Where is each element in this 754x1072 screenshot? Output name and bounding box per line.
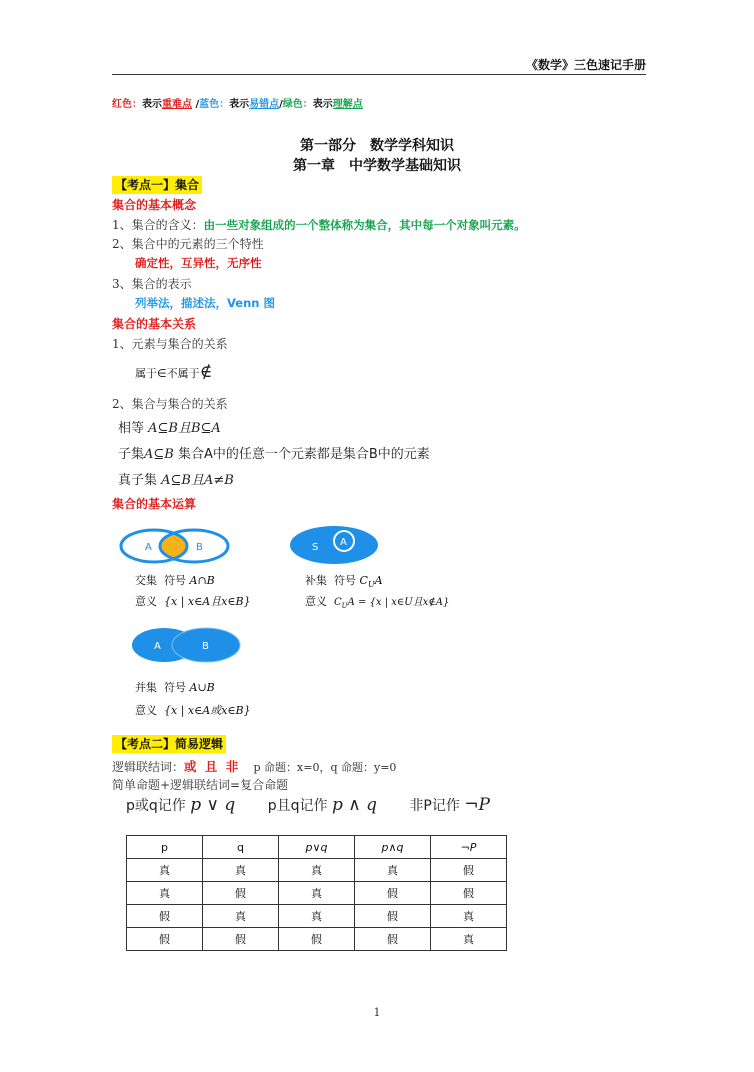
table-cell: 假 xyxy=(355,882,431,905)
not-label: 非P记作 xyxy=(409,798,460,814)
item2-answer: 确定性，互异性，无序性 xyxy=(135,256,262,270)
part-title: 第一部分 数学学科知识 xyxy=(300,138,454,154)
chapter-title: 第一章 中学数学基础知识 xyxy=(293,158,461,174)
table-cell: 真 xyxy=(431,928,507,951)
table-cell: 假 xyxy=(279,928,355,951)
symbol-word: 符号 xyxy=(164,681,186,694)
rel1-detail xyxy=(135,362,212,382)
intersection-venn xyxy=(118,526,234,568)
label-a: A xyxy=(145,542,152,553)
table-cell: 真 xyxy=(355,859,431,882)
label-a: A xyxy=(154,641,161,652)
subset-math: A⊆B xyxy=(144,447,174,462)
legend-blue-label: 蓝色： xyxy=(199,99,230,110)
union-symbol: A∪B xyxy=(189,681,215,694)
point2-tag: 【考点二】简易逻辑 xyxy=(112,735,226,753)
complement-venn xyxy=(288,524,384,566)
legend-blue-key: 易错点 xyxy=(249,99,280,110)
intersection-name: 交集 xyxy=(135,574,157,587)
table-cell: 真 xyxy=(279,859,355,882)
connective-prefix: 逻辑联结词： xyxy=(112,760,185,774)
table-cell: 真 xyxy=(127,882,203,905)
truth-table xyxy=(126,835,507,951)
complement-meaning-line xyxy=(305,593,449,610)
meaning-word: 意义 xyxy=(135,704,157,717)
symbol-word: 符号 xyxy=(334,574,356,587)
table-row xyxy=(127,882,507,905)
equal-line xyxy=(118,417,221,436)
proper-label: 真子集 xyxy=(118,473,158,488)
intersection-symbol-line xyxy=(135,572,215,588)
union-symbol-line xyxy=(135,679,215,695)
rel2: 2、集合与集合的关系 xyxy=(112,397,228,411)
header-cell: p xyxy=(127,836,203,859)
and-label: p且q记作 xyxy=(267,798,328,814)
item1-answer: 由一些对象组成的一个整体称为集合，其中每一个对象叫元素。 xyxy=(203,218,526,232)
header-rule xyxy=(112,74,646,75)
truth-table-header xyxy=(127,836,507,859)
table-cell: 假 xyxy=(431,882,507,905)
complement-symbol: C xyxy=(359,574,368,587)
complement-symbol-tail: A xyxy=(374,574,383,587)
legend-sep: / xyxy=(192,99,200,110)
table-cell: 真 xyxy=(127,859,203,882)
legend-red-key: 重难点 xyxy=(162,99,192,110)
table-row xyxy=(127,905,507,928)
or-label: p或q记作 xyxy=(126,798,186,814)
symbol-word: 符号 xyxy=(164,574,186,587)
relation-heading: 集合的基本关系 xyxy=(112,317,197,331)
rel1: 1、元素与集合的关系 xyxy=(112,337,228,351)
union-venn xyxy=(130,626,242,666)
item1-prefix: 1、集合的含义： xyxy=(112,218,204,232)
legend-green-label: 绿色： xyxy=(282,99,313,110)
item3: 3、集合的表示 xyxy=(112,277,192,291)
table-cell: 假 xyxy=(203,882,279,905)
or-math: p ∨ q xyxy=(190,795,236,815)
compound-line: 简单命题+逻辑联结词=复合命题 xyxy=(112,778,289,792)
connective-line xyxy=(112,756,396,775)
equal-label: 相等 xyxy=(118,421,145,436)
label-b: B xyxy=(196,542,203,553)
union-meaning: {x | x∈A或x∈B} xyxy=(164,704,251,717)
table-cell: 真 xyxy=(279,905,355,928)
notation-line xyxy=(126,795,490,815)
and-math: p ∧ q xyxy=(331,795,377,815)
table-cell: 真 xyxy=(203,905,279,928)
item2: 2、集合中的元素的三个特性 xyxy=(112,237,264,251)
table-cell: 假 xyxy=(127,928,203,951)
header-cell: ¬P xyxy=(431,836,507,859)
legend-sep: / xyxy=(279,99,283,110)
table-cell: 假 xyxy=(355,928,431,951)
table-cell: 真 xyxy=(279,882,355,905)
subset-label: 子集 xyxy=(118,447,145,462)
item3-answer: 列举法，描述法，Venn 图 xyxy=(135,296,275,310)
table-cell: 假 xyxy=(355,905,431,928)
complement-meaning-tail: A = {x | x∈U且x∉A} xyxy=(347,597,450,608)
concept-heading: 集合的基本概念 xyxy=(112,198,197,212)
label-a: A xyxy=(340,537,347,548)
proper-math: A⊆B且A≠B xyxy=(161,473,234,488)
not-in-symbol: ∉ xyxy=(199,362,213,382)
table-cell: 假 xyxy=(127,905,203,928)
intersection-symbol: A∩B xyxy=(189,574,215,587)
legend-red-label: 红色： xyxy=(112,99,142,110)
header-cell: p∧q xyxy=(355,836,431,859)
proper-subset-line xyxy=(118,469,234,488)
legend-red-desc: 表示 xyxy=(142,99,162,110)
color-legend xyxy=(112,95,363,110)
table-row xyxy=(127,928,507,951)
point1-tag: 【考点一】集合 xyxy=(112,176,202,194)
handbook-title: 《数学》三色速记手册 xyxy=(525,58,646,72)
header-cell: p∨q xyxy=(279,836,355,859)
union-meaning-line xyxy=(135,702,251,718)
legend-blue-desc: 表示 xyxy=(229,99,250,110)
ops-heading: 集合的基本运算 xyxy=(112,497,197,511)
table-cell: 假 xyxy=(431,859,507,882)
legend-green-desc: 表示 xyxy=(312,99,333,110)
subset-desc: 集合A中的任意一个元素都是集合B中的元素 xyxy=(178,447,430,462)
complement-symbol-sub: U xyxy=(367,580,375,590)
union-name: 并集 xyxy=(135,681,157,694)
complement-name: 补集 xyxy=(305,574,327,587)
intersection-meaning: {x | x∈A且x∈B} xyxy=(164,595,251,608)
item1 xyxy=(112,214,526,233)
not-math: ¬P xyxy=(464,795,490,815)
equal-math: A⊆B且B⊆A xyxy=(148,421,221,436)
label-s: S xyxy=(312,542,319,553)
legend-green-key: 理解点 xyxy=(332,99,363,110)
complement-meaning: C xyxy=(334,597,342,608)
intersection-meaning-line xyxy=(135,593,251,609)
complement-symbol-line xyxy=(305,572,383,589)
meaning-word: 意义 xyxy=(135,595,157,608)
table-cell: 真 xyxy=(203,859,279,882)
subset-line xyxy=(118,443,430,462)
label-b: B xyxy=(202,641,209,652)
table-row xyxy=(127,859,507,882)
table-cell: 真 xyxy=(431,905,507,928)
connective-words: 或 且 非 xyxy=(184,759,239,774)
meaning-word: 意义 xyxy=(305,595,327,608)
table-cell: 假 xyxy=(203,928,279,951)
complement-meaning-sub: U xyxy=(341,602,348,611)
connective-example: p 命题：x=0，q 命题：y=0 xyxy=(253,761,397,774)
page-number: 1 xyxy=(373,1006,381,1019)
rel1-detail-text: 属于∈不属于 xyxy=(135,367,200,380)
header-cell: q xyxy=(203,836,279,859)
